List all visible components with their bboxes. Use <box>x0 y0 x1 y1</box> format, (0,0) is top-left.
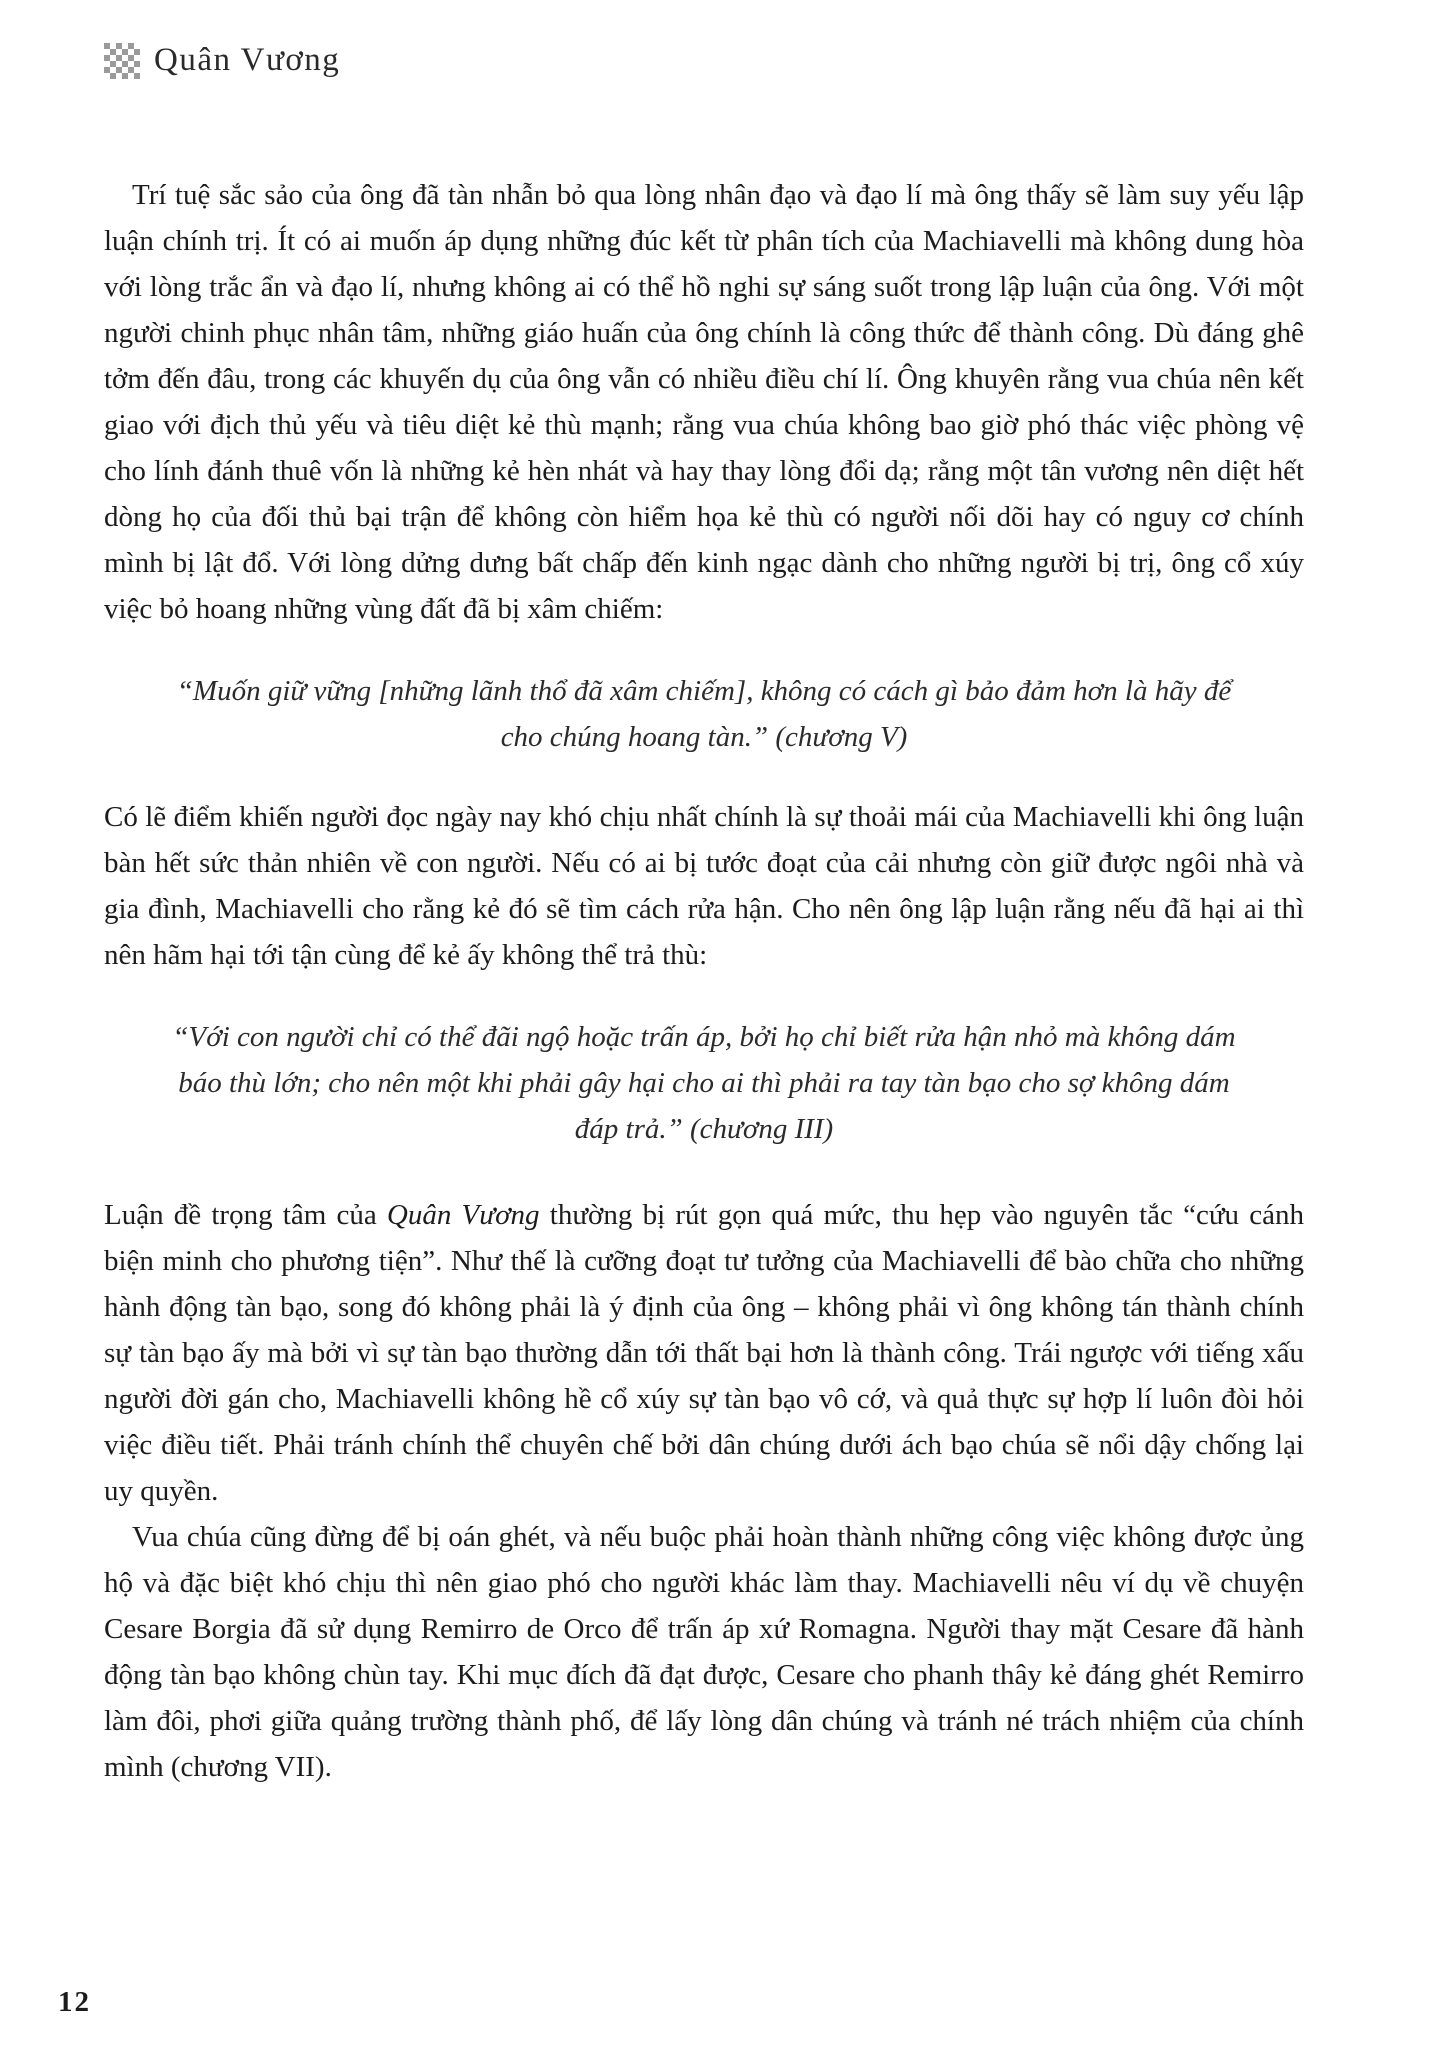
paragraph-1: Trí tuệ sắc sảo của ông đã tàn nhẫn bỏ qua lòng nhân đạo và đạo lí mà ông thấy sẽ làm suy yếu lập luận chính trị. Ít có ai muốn áp dụng những đúc kết từ phân tích của Machiavelli mà không dung hòa với lòng trắc ẩn và đạo lí, nhưng không ai có thể hồ nghi sự sáng suốt trong lập luận của ông. Với một người chinh phục nhân tâm, những giáo huấn của ông chính là công thức để thành công. Dù đáng ghê tởm đến đâu, trong các khuyến dụ của ông vẫn có nhiều điều chí lí. Ông khuyên rằng vua chúa nên kết giao với địch thủ yếu và tiêu diệt kẻ thù mạnh; rằng vua chúa không bao giờ phó thác việc phòng vệ cho lính đánh thuê vốn là những kẻ hèn nhát và hay thay lòng đổi dạ; rằng một tân vương nên diệt hết dòng họ của đối thủ bại trận để không còn hiểm họa kẻ thù có người nối dõi hay có nguy cơ chính mình bị lật đổ. Với lòng dửng dưng bất chấp đến kinh ngạc dành cho những người bị trị, ông cổ xúy việc bỏ hoang những vùng đất đã bị xâm chiếm: <box>104 179 1304 625</box>
paragraph-3 <box>104 1192 1304 1514</box>
paragraph-4: Vua chúa cũng đừng để bị oán ghét, và nếu buộc phải hoàn thành những công việc không được ủng hộ và đặc biệt khó chịu thì nên giao phó cho người khác làm thay. Machiavelli nêu ví dụ về chuyện Cesare Borgia đã sử dụng Remirro de Orco để trấn áp xứ Romagna. Người thay mặt Cesare đã hành động tàn bạo không chùn tay. Khi mục đích đã đạt được, Cesare cho phanh thây kẻ đáng ghét Remirro làm đôi, phơi giữa quảng trường thành phố, để lấy lòng dân chúng và tránh né trách nhiệm của chính mình (chương VII). <box>104 1521 1304 1783</box>
paragraph-3-text-start: Luận đề trọng tâm của <box>104 1199 387 1231</box>
checkered-ornament-icon <box>104 43 140 79</box>
running-title: Quân Vương <box>154 42 341 78</box>
paragraph-2: Có lẽ điểm khiến người đọc ngày nay khó chịu nhất chính là sự thoải mái của Machiavelli khi ông luận bàn hết sức thản nhiên về con người. Nếu có ai bị tước đoạt của cải nhưng còn giữ được ngôi nhà và gia đình, Machiavelli cho rằng kẻ đó sẽ tìm cách rửa hận. Cho nên ông lập luận rằng nếu đã hại ai thì nên hãm hại tới tận cùng để kẻ ấy không thể trả thù: <box>104 801 1304 971</box>
running-head <box>104 42 340 79</box>
page-body <box>104 172 1304 1790</box>
block-quote-1: “Muốn giữ vững [những lãnh thổ đã xâm chiếm], không có cách gì bảo đảm hơn là hãy để cho chúng hoang tàn.” (chương V) <box>176 675 1232 753</box>
book-title-italic: Quân Vương <box>386 1199 540 1231</box>
block-quote-2: “Với con người chỉ có thể đãi ngộ hoặc trấn áp, bởi họ chỉ biết rửa hận nhỏ mà không dám báo thù lớn; cho nên một khi phải gây hại cho ai thì phải ra tay tàn bạo cho sợ không dám đáp trả.” (chương III) <box>172 1021 1236 1145</box>
paragraph-3-text-end: thường bị rút gọn quá mức, thu hẹp vào nguyên tắc “cứu cánh biện minh cho phương tiện”. Như thế là cưỡng đoạt tư tưởng của Machiavelli để bào chữa cho những hành động tàn bạo, song đó không phải là ý định của ông – không phải vì ông không tán thành chính sự tàn bạo ấy mà bởi vì sự tàn bạo thường dẫn tới thất bại hơn là thành công. Trái ngược với tiếng xấu người đời gán cho, Machiavelli không hề cổ xúy sự tàn bạo vô cớ, và quả thực sự hợp lí luôn đòi hỏi việc điều tiết. Phải tránh chính thể chuyên chế bởi dân chúng dưới ách bạo chúa sẽ nổi dậy chống lại uy quyền. <box>104 1199 1304 1507</box>
page-number: 12 <box>58 1986 91 2018</box>
